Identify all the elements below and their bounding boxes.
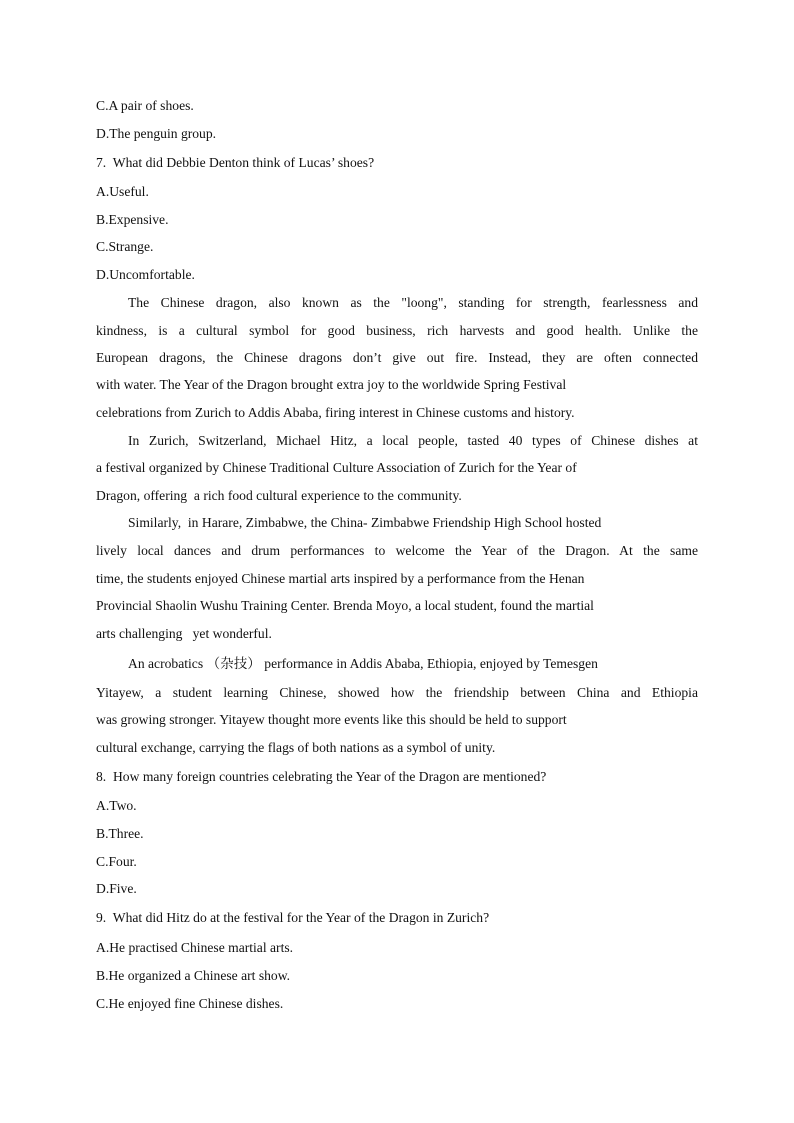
passage-p3-line: lively local dances and drum performances to welcome the Year of the Dragon. At the same xyxy=(96,543,698,558)
passage-p1-line: celebrations from Zurich to Addis Ababa, firing interest in Chinese customs and history. xyxy=(96,405,575,420)
passage-p4-line: cultural exchange, carrying the flags of both nations as a symbol of unity. xyxy=(96,740,496,755)
q7-option-d: D.Uncomfortable. xyxy=(96,267,195,282)
q9-option-b: B.He organized a Chinese art show. xyxy=(96,968,291,983)
q6-option-c: C.A pair of shoes. xyxy=(96,98,194,113)
passage-p1-line: European dragons, the Chinese dragons don’t give out fire. Instead, they are often connected xyxy=(96,350,698,365)
passage-p3-line: Provincial Shaolin Wushu Training Center. Brenda Moyo, a local student, found the martial xyxy=(96,598,594,613)
q7-option-a: A.Useful. xyxy=(96,184,149,199)
passage-p4-line: An acrobatics （杂技） performance in Addis Ababa, Ethiopia, enjoyed by Temesgen xyxy=(128,656,598,671)
q8-option-c: C.Four. xyxy=(96,854,137,869)
passage-p2-line: In Zurich, Switzerland, Michael Hitz, a local people, tasted 40 types of Chinese dishes at xyxy=(128,433,698,448)
passage-p1-line: The Chinese dragon, also known as the "loong", standing for strength, fearlessness and xyxy=(128,295,698,310)
q8-option-a: A.Two. xyxy=(96,798,137,813)
q7-option-c: C.Strange. xyxy=(96,239,154,254)
passage-p3-line: time, the students enjoyed Chinese martial arts inspired by a performance from the Henan xyxy=(96,571,585,586)
q9-question: 9. What did Hitz do at the festival for the Year of the Dragon in Zurich? xyxy=(96,910,490,925)
passage-p3-line: arts challenging yet wonderful. xyxy=(96,626,272,641)
q8-option-b: B.Three. xyxy=(96,826,144,841)
passage-p1-line: with water. The Year of the Dragon brought extra joy to the worldwide Spring Festival xyxy=(96,377,567,392)
q7-option-b: B.Expensive. xyxy=(96,212,169,227)
q8-option-d: D.Five. xyxy=(96,881,137,896)
passage-p4-line: Yitayew, a student learning Chinese, showed how the friendship between China and Ethiopia xyxy=(96,685,698,700)
q6-option-d: D.The penguin group. xyxy=(96,126,217,141)
q9-option-c: C.He enjoyed fine Chinese dishes. xyxy=(96,996,284,1011)
passage-p1-line: kindness, is a cultural symbol for good business, rich harvests and good health. Unlike the xyxy=(96,323,698,338)
q9-option-a: A.He practised Chinese martial arts. xyxy=(96,940,294,955)
q8-question: 8. How many foreign countries celebrating the Year of the Dragon are mentioned? xyxy=(96,769,547,784)
passage-p2-line: a festival organized by Chinese Traditional Culture Association of Zurich for the Year of xyxy=(96,460,577,475)
passage-p3-line: Similarly, in Harare, Zimbabwe, the China- Zimbabwe Friendship High School hosted xyxy=(128,515,602,530)
passage-p4-line: was growing stronger. Yitayew thought more events like this should be held to support xyxy=(96,712,567,727)
q7-question: 7. What did Debbie Denton think of Lucas’ shoes? xyxy=(96,155,375,170)
passage-p2-line: Dragon, offering a rich food cultural experience to the community. xyxy=(96,488,462,503)
